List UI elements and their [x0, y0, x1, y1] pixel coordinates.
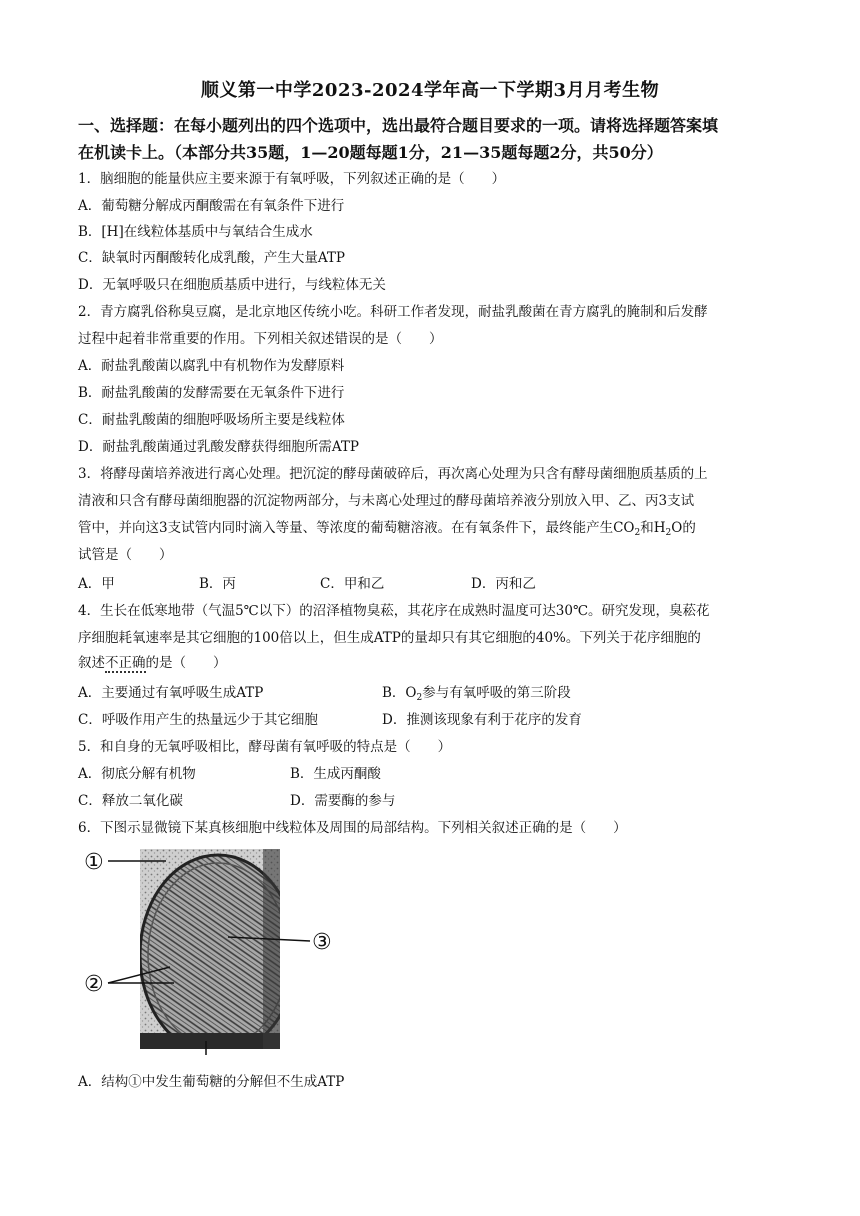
q2-option-a: A．耐盐乳酸菌以腐乳中有机物作为发酵原料 [78, 358, 345, 374]
q4-stem-line1: 4．生长在低寒地带（气温5℃以下）的沼泽植物臭菘，其花序在成熟时温度可达30℃。研究发现，臭菘花 [78, 603, 710, 619]
q3-stem-line1: 3．将酵母菌培养液进行离心处理。把沉淀的酵母菌破碎后，再次离心处理为只含有酵母菌细胞质基质的上 [78, 466, 708, 482]
q5-option-c: C．释放二氧化碳 [78, 793, 183, 809]
q2-stem-line2: 过程中起着非常重要的作用。下列相关叙述错误的是（ ） [78, 331, 443, 347]
q6-option-a: A．结构①中发生葡萄糖的分解但不生成ATP [78, 1074, 345, 1090]
q3-stem-line4: 试管是（ ） [78, 547, 173, 563]
section-heading-line1: 一、选择题：在每小题列出的四个选项中，选出最符合题目要求的一项。请将选择题答案填 [78, 116, 719, 135]
q6-stem: 6．下图示显微镜下某真核细胞中线粒体及周围的局部结构。下列相关叙述正确的是（ ） [78, 820, 627, 836]
q5-stem: 5．和自身的无氧呼吸相比，酵母菌有氧呼吸的特点是（ ） [78, 739, 452, 755]
q4-option-c: C．呼吸作用产生的热量远少于其它细胞 [78, 712, 318, 728]
q5-option-b: B．生成丙酮酸 [290, 766, 381, 782]
q3-stem-line3: 管中，并向这3支试管内同时滴入等量、等浓度的葡萄糖溶液。在有氧条件下，最终能产生$CO_2$和$H_2O$的 [78, 520, 696, 538]
q4-stem-line2: 序细胞耗氧速率是其它细胞的100倍以上，但生成ATP的量却只有其它细胞的40%。下列关于花序细胞的 [78, 630, 701, 646]
q3-stem-line2: 清液和只含有酵母菌细胞器的沉淀物两部分，与未离心处理过的酵母菌培养液分别放入甲、乙、丙3支试 [78, 493, 695, 509]
section-heading [78, 112, 788, 166]
q2-option-b: B．耐盐乳酸菌的发酵需要在无氧条件下进行 [78, 385, 345, 401]
q1-option-b: B．[H]在线粒体基质中与氧结合生成水 [78, 224, 313, 240]
figure-label-2: ② [84, 972, 104, 997]
q4-option-a: A．主要通过有氧呼吸生成ATP [78, 685, 264, 701]
q2-stem-line1: 2．青方腐乳俗称臭豆腐，是北京地区传统小吃。科研工作者发现，耐盐乳酸菌在青方腐乳的腌制和后发酵 [78, 304, 708, 320]
q1-option-a: A．葡萄糖分解成丙酮酸需在有氧条件下进行 [78, 198, 345, 214]
q4-option-d: D．推测该现象有利于花序的发育 [382, 712, 582, 728]
section-heading-line2: 在机读卡上。（本部分共35题，1—20题每题1分，21—35题每题2分，共50分） [78, 143, 663, 162]
q3-option-d: D．丙和乙 [471, 576, 536, 592]
figure-label-3: ③ [312, 930, 332, 955]
q4-stem-line3: 叙述不正确的是（ ） [78, 655, 227, 671]
q2-option-d: D．耐盐乳酸菌通过乳酸发酵获得细胞所需ATP [78, 439, 359, 455]
figure-label-1: ① [84, 850, 104, 875]
q5-option-d: D．需要酶的参与 [290, 793, 396, 809]
q1-stem: 1．脑细胞的能量供应主要来源于有氧呼吸，下列叙述正确的是（ ） [78, 171, 506, 187]
q1-option-d: D．无氧呼吸只在细胞质基质中进行，与线粒体无关 [78, 277, 386, 293]
page-title: 顺义第一中学2023-2024学年高一下学期3月月考生物 [200, 80, 660, 101]
q3-option-c: C．甲和乙 [320, 576, 385, 592]
q4-option-b: B．$O_2$参与有氧呼吸的第三阶段 [382, 685, 571, 703]
emphasis-not-correct: 不正确 [105, 655, 146, 671]
q2-option-c: C．耐盐乳酸菌的细胞呼吸场所主要是线粒体 [78, 412, 345, 428]
q1-option-c: C．缺氧时丙酮酸转化成乳酸，产生大量ATP [78, 250, 345, 266]
q5-option-a: A．彻底分解有机物 [78, 766, 196, 782]
q3-option-a: A．甲 [78, 576, 115, 592]
q3-option-b: B．丙 [199, 576, 236, 592]
mitochondrion-micrograph [78, 843, 358, 1058]
